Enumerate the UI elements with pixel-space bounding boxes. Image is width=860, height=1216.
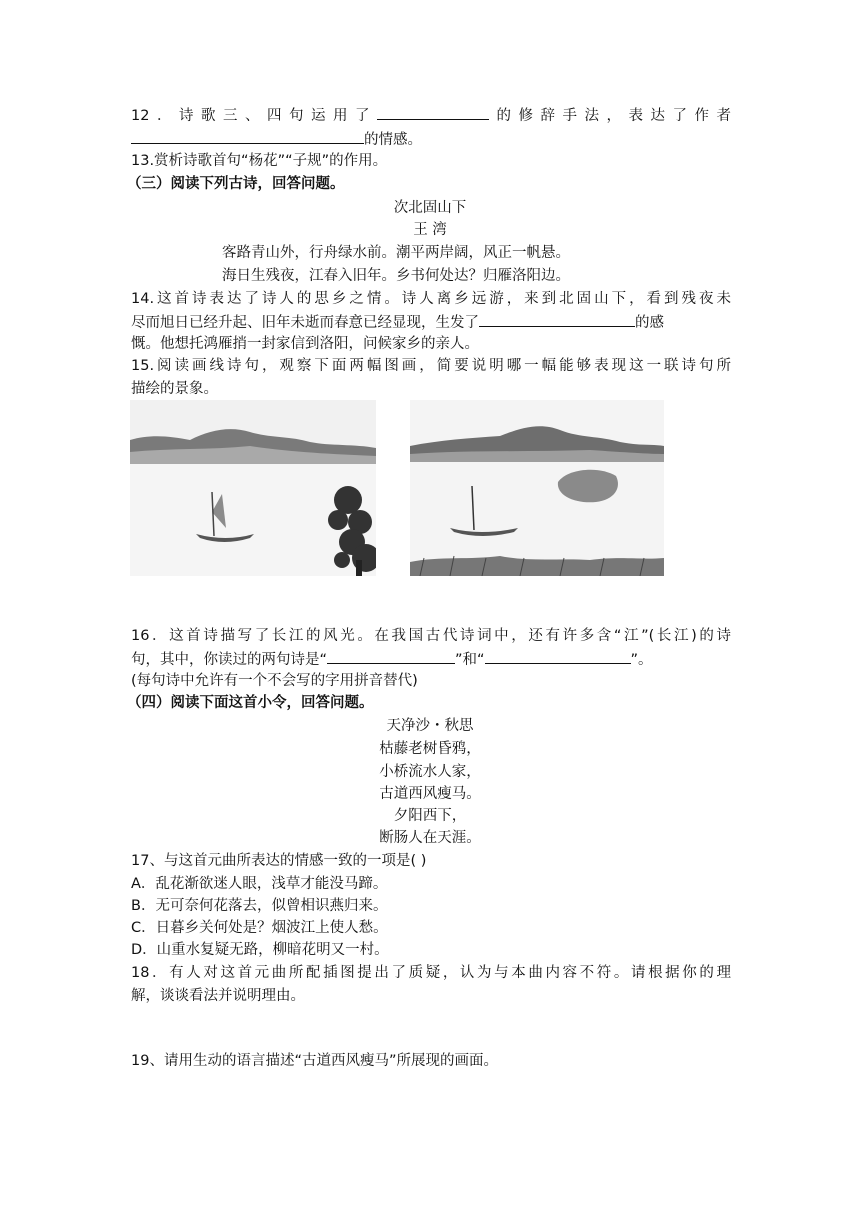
poem2-line-5: 断肠人在天涯。	[379, 830, 481, 846]
q16-text-1: 句，其中，你读过的两句诗是“	[131, 652, 328, 668]
q12-line1	[131, 105, 731, 126]
section-3-heading: （三）阅读下列古诗，回答问题。	[127, 176, 345, 192]
q12-text-2: 的修辞手法，表达了作者	[488, 108, 732, 124]
q17-stem: 17、与这首元曲所表达的情感一致的一项是( )	[131, 853, 427, 869]
q12-blank-1[interactable]	[377, 105, 489, 120]
q16-text-3: ”。	[630, 652, 653, 668]
q14-blank[interactable]	[479, 312, 635, 327]
q14-line2	[131, 312, 731, 333]
section-4-heading: （四）阅读下面这首小令，回答问题。	[127, 695, 374, 711]
q16-blank-1[interactable]	[327, 649, 455, 664]
q16-text-2: ”和“	[455, 652, 485, 668]
picture-2	[410, 400, 664, 576]
poem1-author: 王 湾	[413, 222, 447, 238]
q16-blank-2[interactable]	[485, 649, 631, 664]
poem1-title: 次北固山下	[393, 200, 467, 216]
poem2-line-3: 古道西风瘦马。	[379, 786, 481, 802]
q12-text-3: 的情感。	[364, 132, 422, 148]
picture-1	[130, 400, 376, 576]
q16-line1: 16．这首诗描写了长江的风光。在我国古代诗词中，还有许多含“江”(长江)的诗	[131, 628, 731, 644]
q17-option-c: C．日暮乡关何处是？烟波江上使人愁。	[131, 920, 388, 936]
q14-text-1: 尽而旭日已经升起、旧年未逝而春意已经显现，生发了	[131, 315, 479, 331]
q14-line1: 14.这首诗表达了诗人的思乡之情。诗人离乡远游，来到北固山下，看到残夜未	[131, 291, 731, 307]
q17-option-d: D．山重水复疑无路，柳暗花明又一村。	[131, 942, 389, 958]
poem1-line-1: 客路青山外，行舟绿水前。潮平两岸阔，风正一帆悬。	[222, 245, 570, 261]
poem2-line-1: 枯藤老树昏鸦，	[379, 741, 481, 757]
q14-text-2: 的感	[635, 315, 664, 331]
q18-line2: 解，谈谈看法并说明理由。	[131, 988, 305, 1004]
poem2-line-4: 夕阳西下，	[393, 808, 467, 824]
q13: 13.赏析诗歌首句“杨花”“子规”的作用。	[131, 153, 388, 169]
poem2-title: 天净沙・秋思	[386, 718, 474, 734]
q15-line2: 描绘的景象。	[131, 381, 218, 397]
q15-line1: 15.阅读画线诗句，观察下面两幅图画，简要说明哪一幅能够表现这一联诗句所	[131, 358, 731, 374]
poem2-line-2: 小桥流水人家，	[379, 764, 481, 780]
q12-text-1: 12．诗歌三、四句运用了	[131, 108, 377, 124]
q12-blank-2[interactable]	[131, 129, 364, 144]
q19: 19、请用生动的语言描述“古道西风瘦马”所展现的画面。	[131, 1053, 498, 1069]
q16-line2	[131, 649, 731, 670]
q18-line1: 18．有人对这首元曲所配插图提出了质疑，认为与本曲内容不符。请根据你的理	[131, 965, 731, 981]
q17-option-b: B．无可奈何花落去，似曾相识燕归来。	[131, 898, 388, 914]
q17-option-a: A．乱花渐欲迷人眼，浅草才能没马蹄。	[131, 876, 388, 892]
q14-line3: 慨。他想托鸿雁捎一封家信到洛阳，问候家乡的亲人。	[131, 336, 479, 352]
q16-line3: (每句诗中允许有一个不会写的字用拼音替代)	[131, 673, 418, 689]
q12-line2	[131, 129, 731, 150]
poem1-line-2: 海日生残夜，江春入旧年。乡书何处达？归雁洛阳边。	[222, 268, 570, 284]
